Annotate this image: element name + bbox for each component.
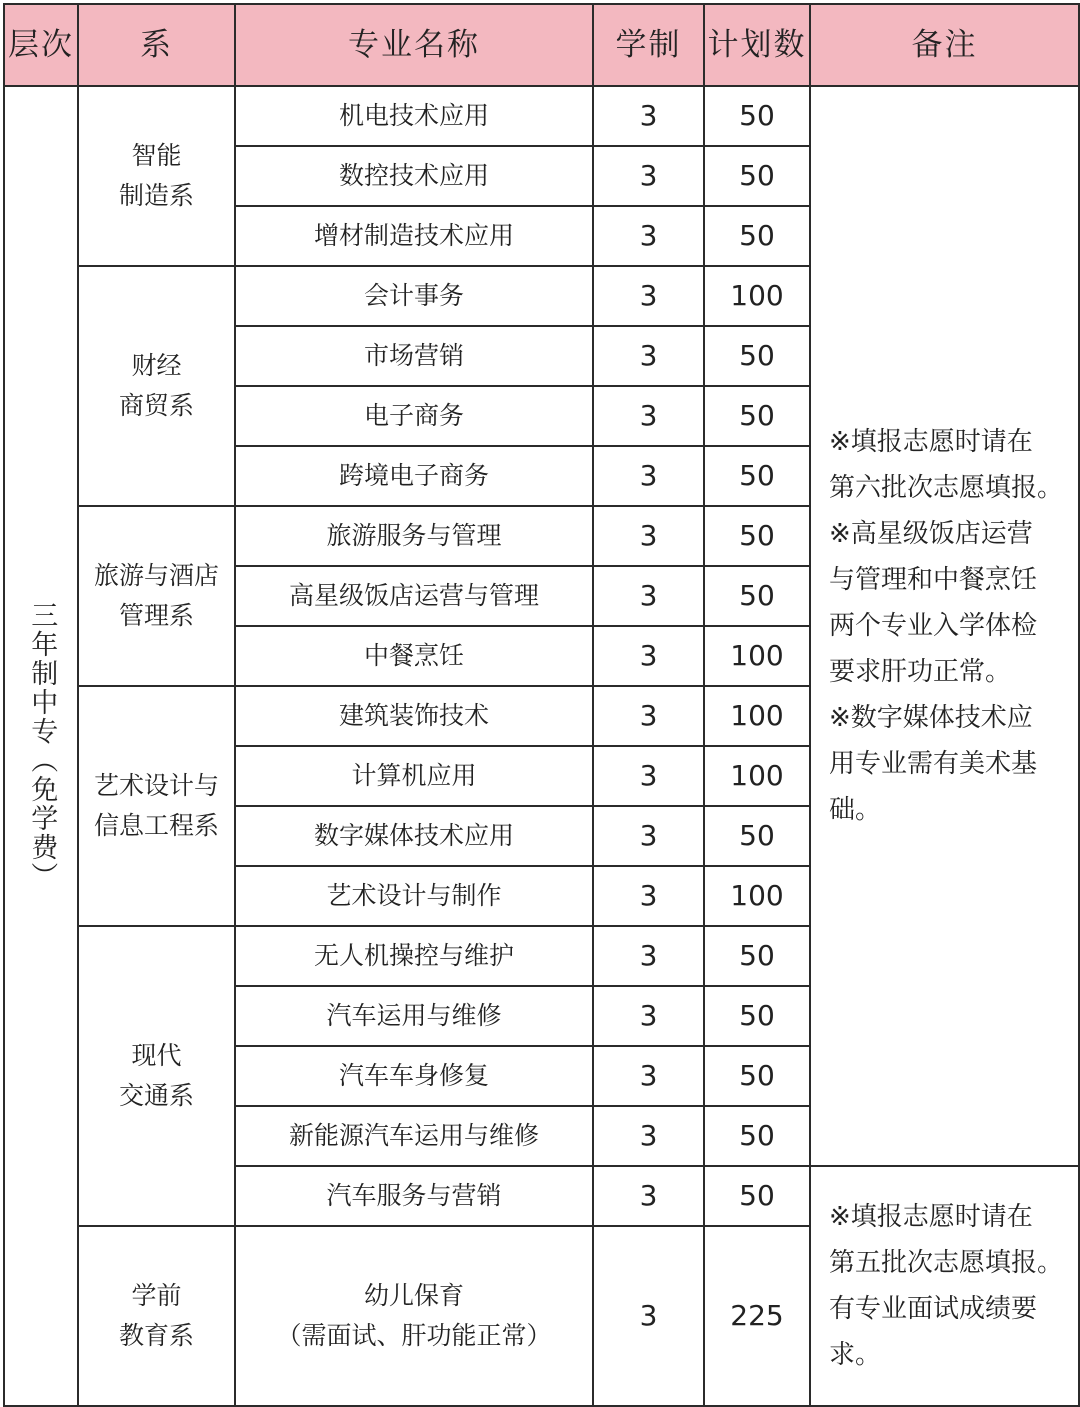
- plan-value: 50: [703, 565, 811, 627]
- plan-value: 50: [703, 385, 811, 447]
- years-value: 3: [592, 1045, 705, 1107]
- note-line: 两个专业入学体检: [829, 611, 1038, 641]
- major-name: 建筑装饰技术: [234, 685, 594, 747]
- plan-value: 100: [703, 865, 811, 927]
- header-plan: 计划数: [703, 3, 811, 87]
- header-years: 学制: [592, 3, 705, 87]
- note-line: 用专业需有美术基: [829, 749, 1038, 779]
- header-dept: 系: [77, 3, 236, 87]
- department-cell: 旅游与酒店 管理系: [77, 505, 236, 687]
- major-name: 机电技术应用: [234, 85, 594, 147]
- plan-value: 50: [703, 505, 811, 567]
- years-value: 3: [592, 985, 705, 1047]
- plan-value: 50: [703, 1045, 811, 1107]
- years-value: 3: [592, 685, 705, 747]
- header-major: 专业名称: [234, 3, 594, 87]
- plan-value: 225: [703, 1225, 811, 1407]
- major-name: 市场营销: [234, 325, 594, 387]
- years-value: 3: [592, 385, 705, 447]
- plan-value: 50: [703, 445, 811, 507]
- note-cell-main: [809, 85, 1080, 1167]
- major-name: 高星级饭店运营与管理: [234, 565, 594, 627]
- years-value: 3: [592, 805, 705, 867]
- plan-value: 100: [703, 265, 811, 327]
- department-cell: 智能 制造系: [77, 85, 236, 267]
- major-name: 旅游服务与管理: [234, 505, 594, 567]
- plan-value: 50: [703, 925, 811, 987]
- department-cell: 财经 商贸系: [77, 265, 236, 507]
- plan-value: 100: [703, 625, 811, 687]
- years-value: 3: [592, 565, 705, 627]
- years-value: 3: [592, 865, 705, 927]
- major-name: 数字媒体技术应用: [234, 805, 594, 867]
- note-line: 础。: [829, 795, 882, 825]
- years-value: 3: [592, 85, 705, 147]
- major-name: 汽车运用与维修: [234, 985, 594, 1047]
- major-name: 新能源汽车运用与维修: [234, 1105, 594, 1167]
- note-line: 第六批次志愿填报。: [829, 473, 1064, 503]
- major-name: 中餐烹饪: [234, 625, 594, 687]
- years-value: 3: [592, 1165, 705, 1227]
- header-note: 备注: [809, 3, 1080, 87]
- plan-value: 50: [703, 985, 811, 1047]
- note-line: ※高星级饭店运营: [829, 519, 1033, 549]
- note-line: 求。: [829, 1340, 882, 1370]
- note-line: ※数字媒体技术应: [829, 703, 1033, 733]
- major-name: 数控技术应用: [234, 145, 594, 207]
- major-name: 汽车车身修复: [234, 1045, 594, 1107]
- plan-value: 100: [703, 685, 811, 747]
- note-line: 有专业面试成绩要: [829, 1294, 1038, 1324]
- plan-value: 50: [703, 85, 811, 147]
- major-name: 电子商务: [234, 385, 594, 447]
- note-text: [829, 1194, 1074, 1378]
- plan-value: 100: [703, 745, 811, 807]
- major-name: 会计事务: [234, 265, 594, 327]
- years-value: 3: [592, 925, 705, 987]
- years-value: 3: [592, 265, 705, 327]
- years-value: 3: [592, 1105, 705, 1167]
- years-value: 3: [592, 1225, 705, 1407]
- years-value: 3: [592, 205, 705, 267]
- major-name: 汽车服务与营销: [234, 1165, 594, 1227]
- note-cell-preschool: [809, 1165, 1080, 1407]
- note-line: 与管理和中餐烹饪: [829, 565, 1038, 595]
- header-level: 层次: [3, 3, 79, 87]
- years-value: 3: [592, 505, 705, 567]
- department-cell: 现代 交通系: [77, 925, 236, 1227]
- level-label: 三年制中专（免学费）: [3, 85, 79, 1407]
- major-name: 增材制造技术应用: [234, 205, 594, 267]
- department-cell: 艺术设计与 信息工程系: [77, 685, 236, 927]
- note-text: [829, 419, 1074, 833]
- note-line: 第五批次志愿填报。: [829, 1248, 1064, 1278]
- years-value: 3: [592, 325, 705, 387]
- note-line: 要求肝功正常。: [829, 657, 1012, 687]
- major-name: 无人机操控与维护: [234, 925, 594, 987]
- plan-value: 50: [703, 1165, 811, 1227]
- plan-value: 50: [703, 1105, 811, 1167]
- major-name: 幼儿保育 （需面试、肝功能正常）: [234, 1225, 594, 1407]
- plan-value: 50: [703, 145, 811, 207]
- major-name: 艺术设计与制作: [234, 865, 594, 927]
- plan-value: 50: [703, 805, 811, 867]
- years-value: 3: [592, 445, 705, 507]
- plan-value: 50: [703, 205, 811, 267]
- years-value: 3: [592, 745, 705, 807]
- major-name: 计算机应用: [234, 745, 594, 807]
- major-name: 跨境电子商务: [234, 445, 594, 507]
- years-value: 3: [592, 625, 705, 687]
- note-line: ※填报志愿时请在: [829, 427, 1033, 457]
- note-line: ※填报志愿时请在: [829, 1202, 1033, 1232]
- years-value: 3: [592, 145, 705, 207]
- plan-value: 50: [703, 325, 811, 387]
- department-cell: 学前 教育系: [77, 1225, 236, 1407]
